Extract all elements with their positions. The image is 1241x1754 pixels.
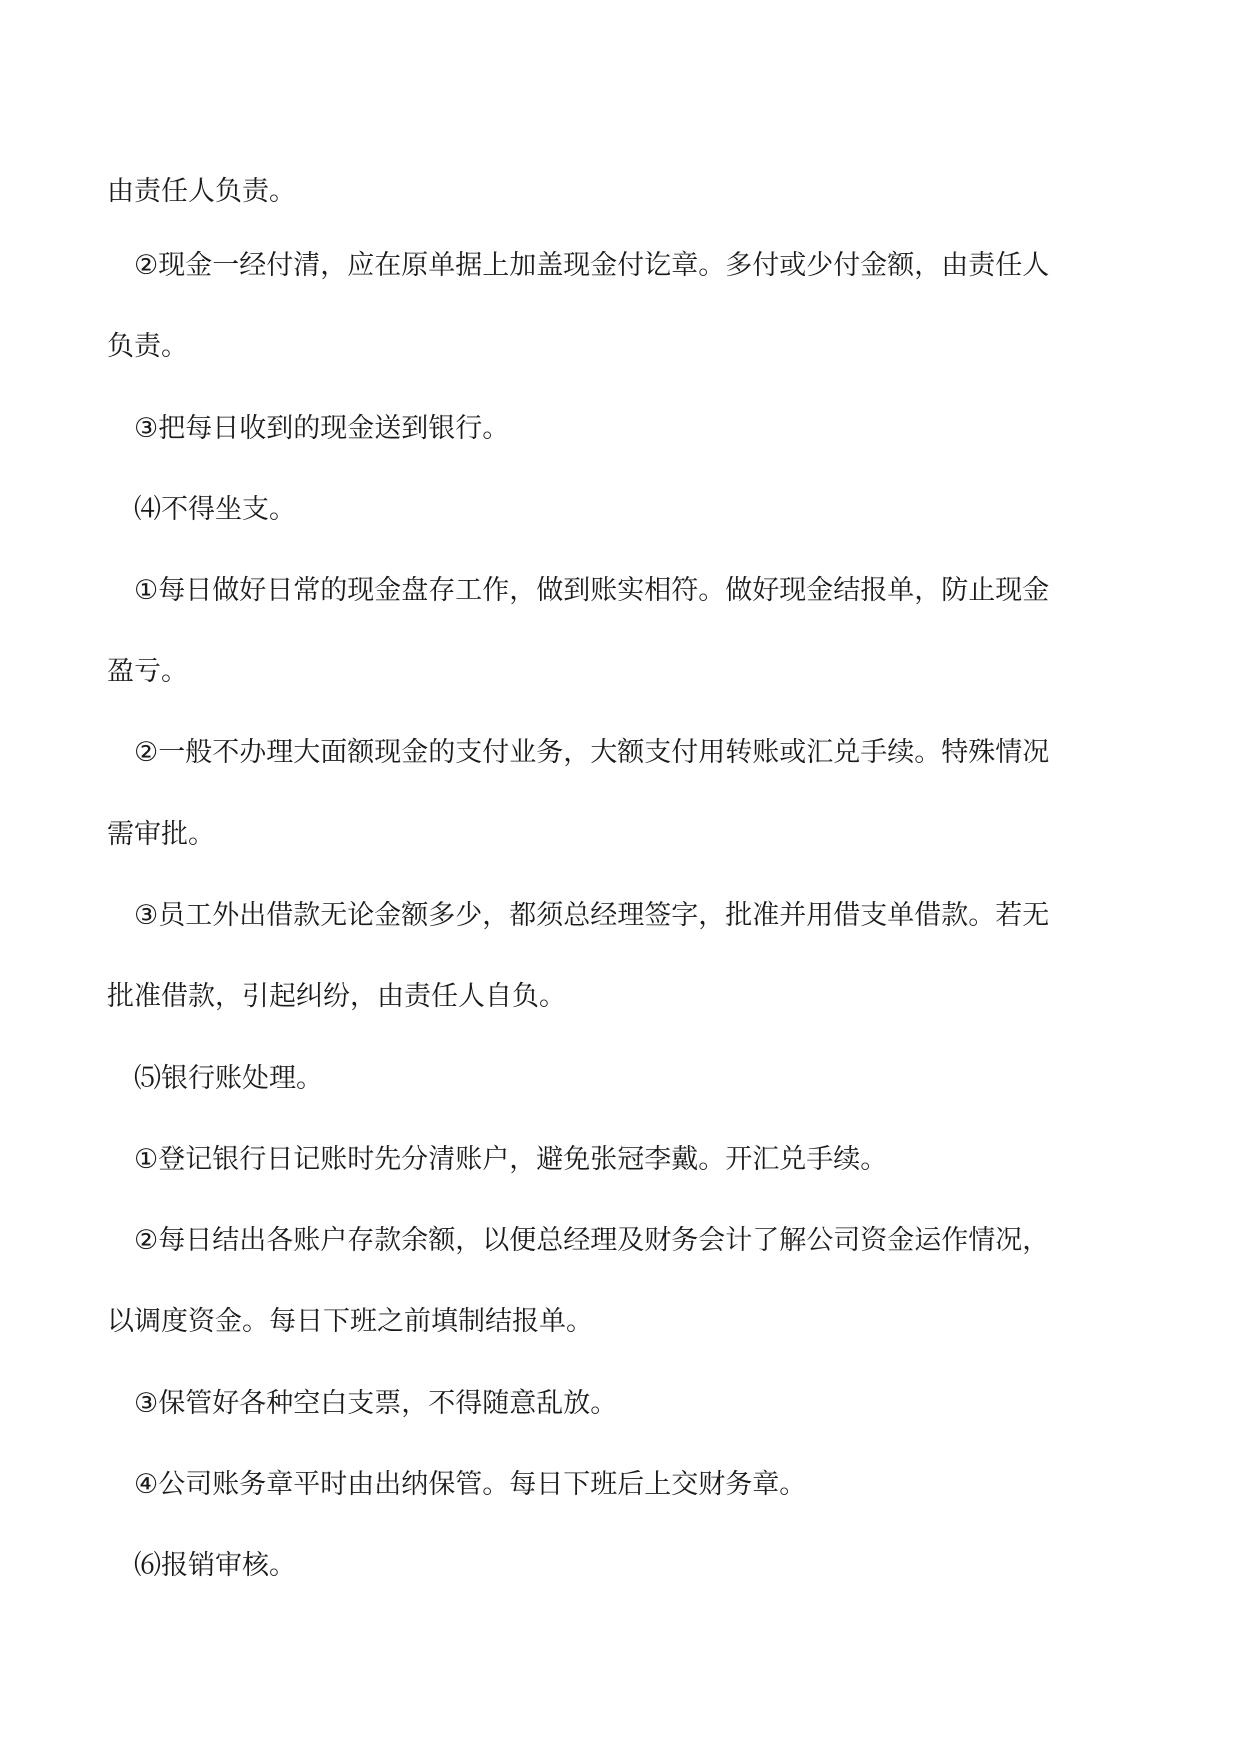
section-heading: ⑸银行账处理。 — [134, 1063, 323, 1094]
paragraph-line: 需审批。 — [107, 819, 215, 850]
paragraph-line: 负责。 — [107, 331, 188, 362]
section-heading: ⑷不得坐支。 — [134, 494, 296, 525]
paragraph-line: ③把每日收到的现金送到银行。 — [134, 413, 510, 444]
paragraph-line: ④公司账务章平时由出纳保管。每日下班后上交财务章。 — [134, 1469, 807, 1500]
paragraph-line: ②现金一经付清，应在原单据上加盖现金付讫章。多付或少付金额，由责任人 — [134, 250, 1050, 281]
paragraph-line: 由责任人负责。 — [107, 176, 296, 207]
paragraph-line: ②每日结出各账户存款余额，以便总经理及财务会计了解公司资金运作情况， — [134, 1225, 1050, 1256]
paragraph-line: 盈亏。 — [107, 656, 188, 687]
paragraph-line: ②一般不办理大面额现金的支付业务，大额支付用转账或汇兑手续。特殊情况 — [134, 737, 1050, 768]
section-heading: ⑹报销审核。 — [134, 1550, 296, 1581]
paragraph-line: ③保管好各种空白支票，不得随意乱放。 — [134, 1388, 618, 1419]
paragraph-line: ①登记银行日记账时先分清账户，避免张冠李戴。开汇兑手续。 — [134, 1144, 888, 1175]
paragraph-line: ③员工外出借款无论金额多少，都须总经理签字，批准并用借支单借款。若无 — [134, 900, 1050, 931]
paragraph-line: 以调度资金。每日下班之前填制结报单。 — [107, 1306, 593, 1337]
paragraph-line: 批准借款，引起纠纷，由责任人自负。 — [107, 981, 566, 1012]
paragraph-line: ①每日做好日常的现金盘存工作，做到账实相符。做好现金结报单，防止现金 — [134, 575, 1050, 606]
